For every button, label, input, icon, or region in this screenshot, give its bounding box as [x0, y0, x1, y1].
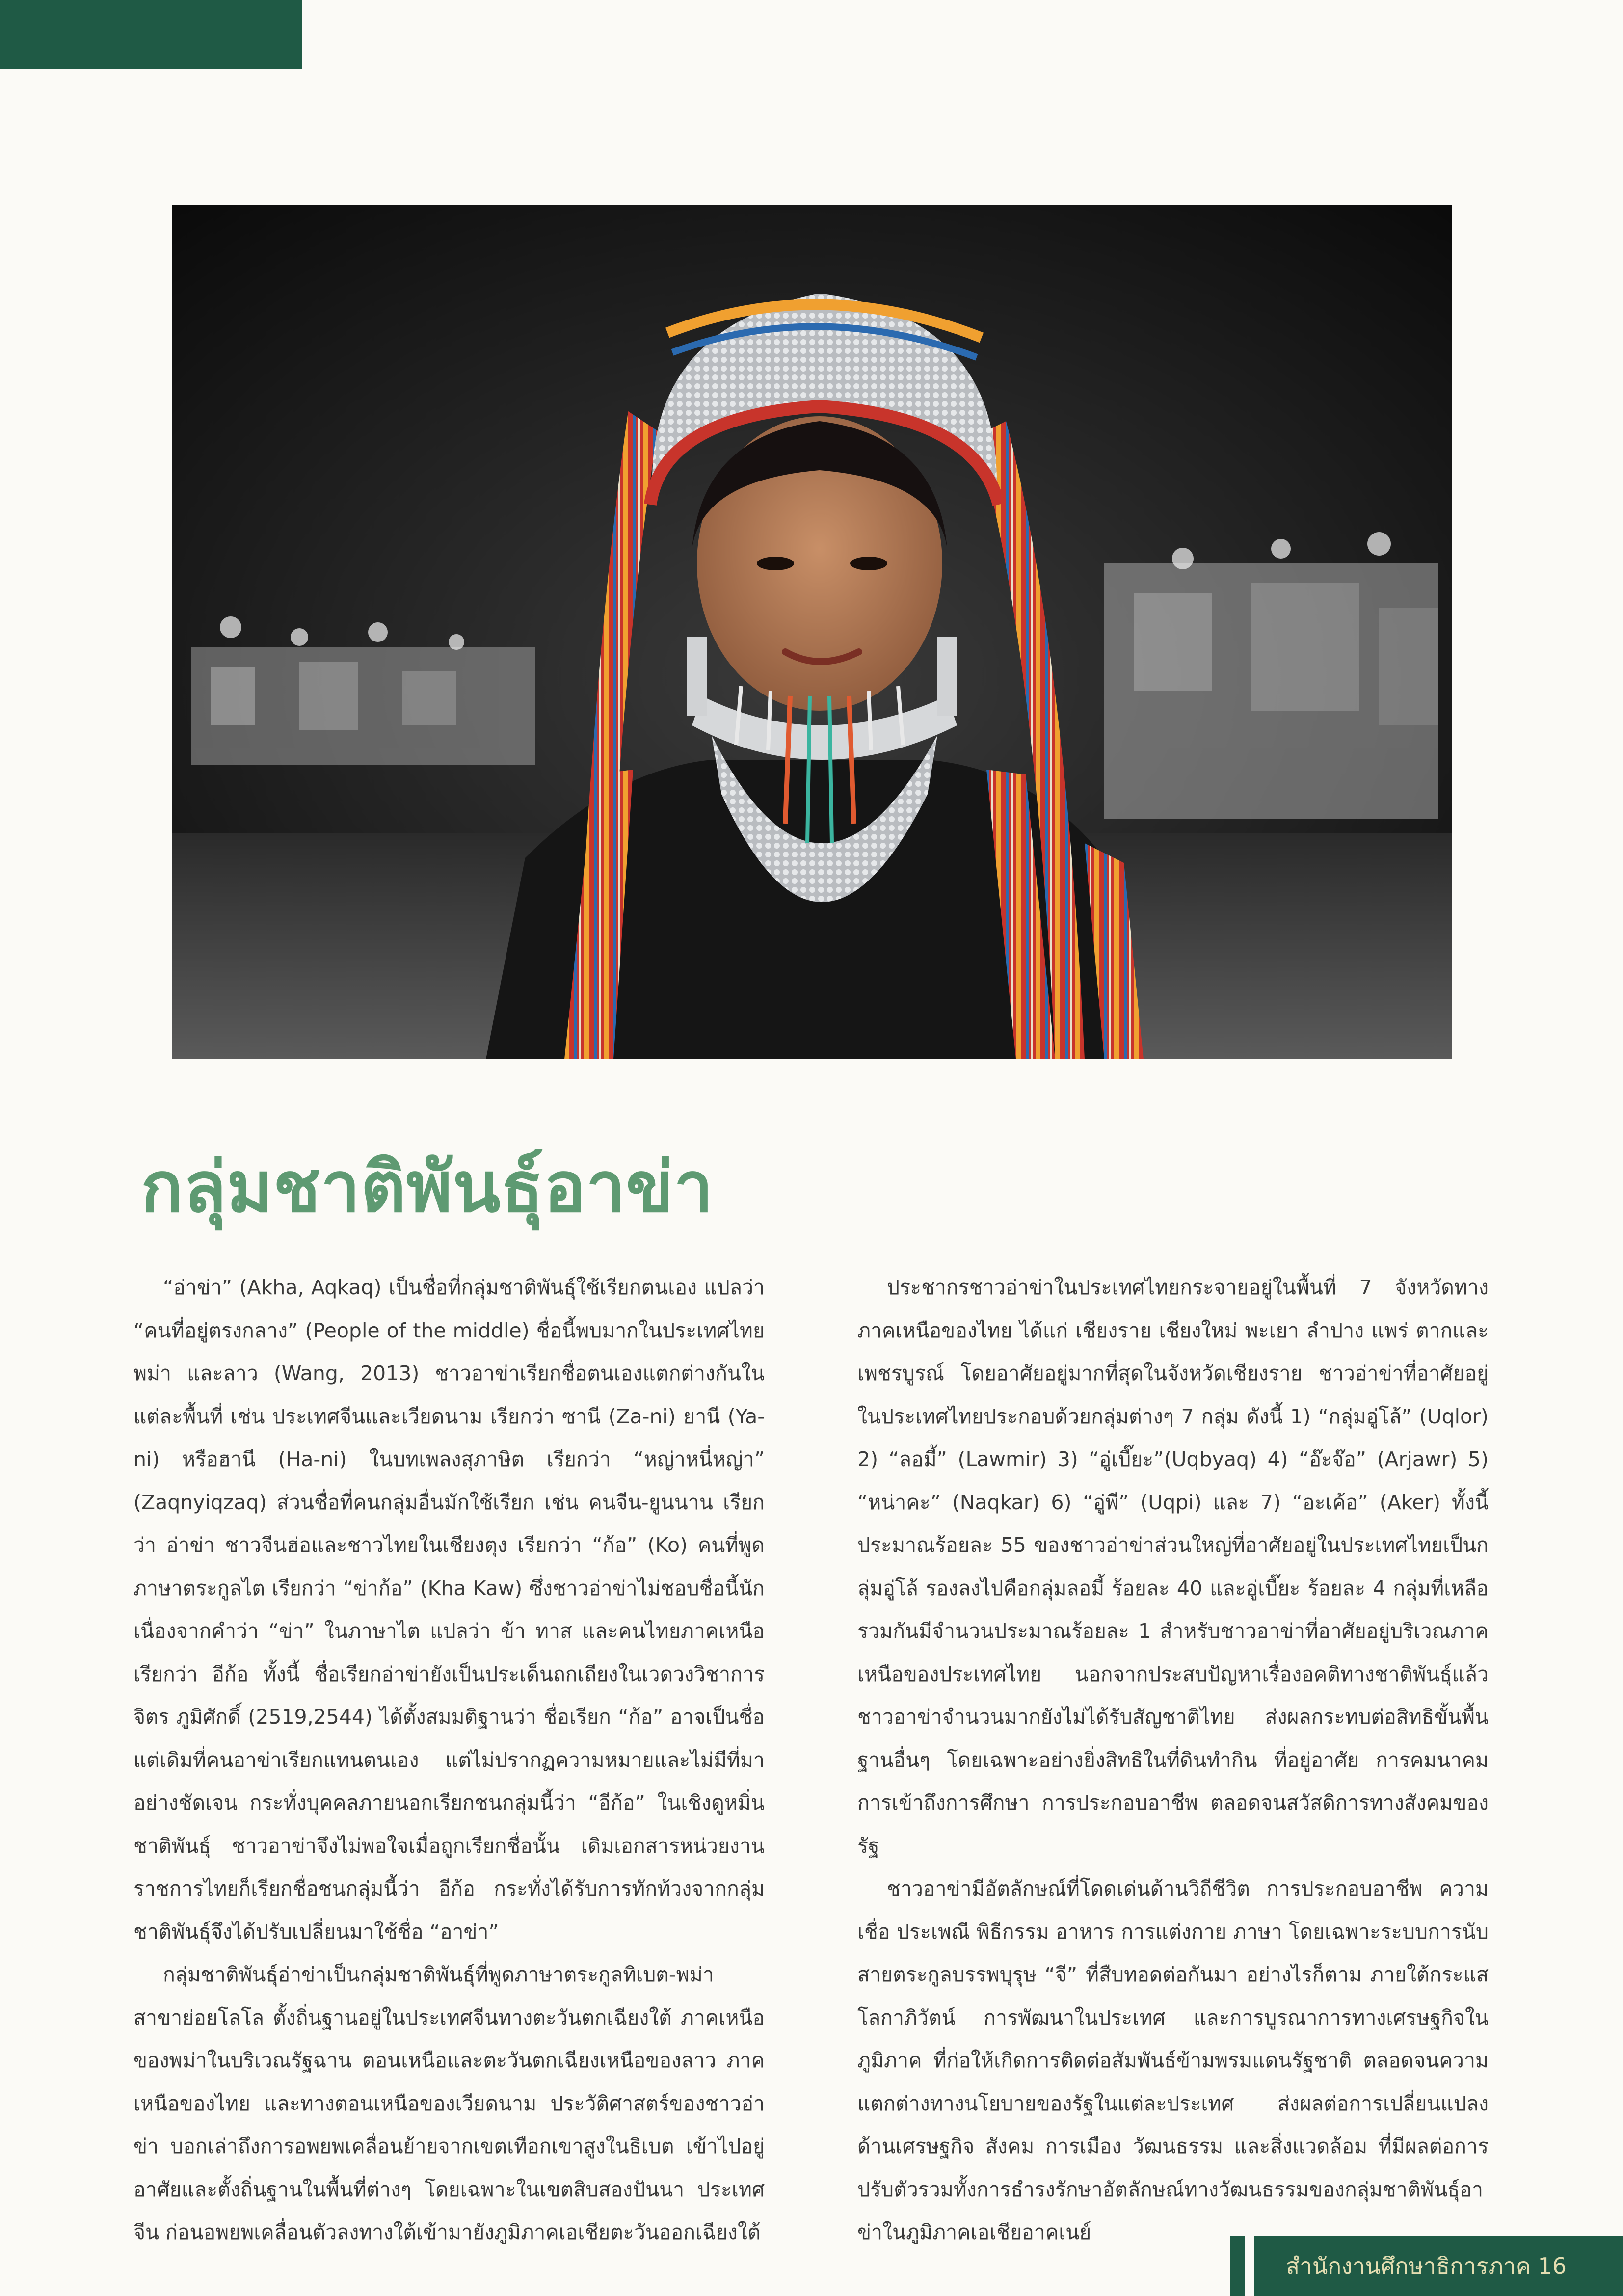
- footer-accent-bar: [1230, 2236, 1245, 2296]
- portrait-photo: [172, 205, 1452, 1059]
- paragraph: ชาวอาข่ามีอัตลักษณ์ที่โดดเด่นด้านวิถีชีวิต การประกอบอาชีพ ความเชื่อ ประเพณี พิธีกรรม อาหาร การแต่งกาย ภาษา โดยเฉพาะระบบการนับสายตระกูลบรรพบุรุษ “จี” ที่สืบทอดต่อกันมา อย่างไรก็ตาม ภายใต้กระแสโลกาภิวัตน์ การพัฒนาในประเทศ และการบูรณาการทางเศรษฐกิจในภูมิภาค ที่ก่อให้เกิดการติดต่อสัมพันธ์ข้ามพรมแดนรัฐชาติ ตลอดจนความแตกต่างทางนโยบายของรัฐในแต่ละประเทศ ส่งผลต่อการเปลี่ยนแปลงด้านเศรษฐกิจ สังคม การเมือง วัฒนธรรม และสิ่งแวดล้อม ที่มีผลต่อการปรับตัวรวมทั้งการธำรงรักษาอัตลักษณ์ทางวัฒนธรรมของกลุ่มชาติพันธุ์อาข่าในภูมิภาคเอเชียอาคเนย์: [857, 1877, 1489, 2244]
- akha-woman-photo-illustration: [172, 205, 1452, 1059]
- page-number: 16: [1538, 2253, 1567, 2279]
- right-text-column: [857, 1266, 1489, 2254]
- page-title: กลุ่มชาติพันธุ์อาข่า: [141, 1147, 714, 1228]
- footer-band: [1254, 2236, 1623, 2296]
- footer-office-name: สำนักงานศึกษาธิการภาค: [1286, 2252, 1531, 2279]
- paragraph: “อ่าข่า” (Akha, Aqkaq) เป็นชื่อที่กลุ่มชาติพันธุ์ใช้เรียกตนเอง แปลว่า “คนที่อยู่ตรงกลาง” (People of the middle) ชื่อนี้พบมากในประเทศไทย พม่า และลาว (Wang, 2013) ชาวอาข่าเรียกชื่อตนเองแตกต่างกันในแต่ละพื้นที่ เช่น ประเทศจีนและเวียดนาม เรียกว่า ซานี (Za-ni) ยานี (Ya-ni) หรือฮานี (Ha-ni) ในบทเพลงสุภาษิต เรียกว่า “หญ่าหนี่หญ่า” (Zaqnyiqzaq) ส่วนชื่อที่คนกลุ่มอื่นมักใช้เรียก เช่น คนจีน-ยูนนาน เรียกว่า อ่าข่า ชาวจีนฮ่อและชาวไทยในเชียงตุง เรียกว่า “ก้อ” (Ko) คนที่พูดภาษาตระกูลไต เรียกว่า “ข่าก้อ” (Kha Kaw) ซึ่งชาวอ่าข่าไม่ชอบชื่อนี้นัก เนื่องจากคำว่า “ข่า” ในภาษาไต แปลว่า ข้า ทาส และคนไทยภาคเหนือ เรียกว่า อีก้อ ทั้งนี้ ชื่อเรียกอ่าข่ายังเป็นประเด็นถกเถียงในเวดวงวิชาการ จิตร ภูมิศักดิ์ (2519,2544) ได้ตั้งสมมติฐานว่า ชื่อเรียก “ก้อ” อาจเป็นชื่อแต่เดิมที่คนอาข่าเรียกแทนตนเอง แต่ไม่ปรากฏความหมายและไม่มีที่มาอย่างชัดเจน กระทั่งบุคคลภายนอกเรียกชนกลุ่มนี้ว่า “อีก้อ” ในเชิงดูหมิ่นชาติพันธุ์ ชาวอาข่าจึงไม่พอใจเมื่อถูกเรียกชื่อนั้น เดิมเอกสารหน่วยงานราชการไทยก็เรียกชื่อชนกลุ่มนี้ว่า อีก้อ กระทั่งได้รับการทักท้วงจากกลุ่มชาติพันธุ์จึงได้ปรับเปลี่ยนมาใช้ชื่อ “อาข่า”: [133, 1276, 765, 1944]
- left-text-column: [133, 1266, 765, 2254]
- top-accent-bar: [0, 0, 302, 69]
- paragraph: ประชากรชาวอ่าข่าในประเทศไทยกระจายอยู่ในพื้นที่ 7 จังหวัดทางภาคเหนือของไทย ได้แก่ เชียงราย เชียงใหม่ พะเยา ลำปาง แพร่ ตากและ เพชรบูรณ์ โดยอาศัยอยู่มากที่สุดในจังหวัดเชียงราย ชาวอ่าข่าที่อาศัยอยู่ในประเทศไทยประกอบด้วยกลุ่มต่างๆ 7 กลุ่ม ดังนี้ 1) “กลุ่มอู่โล้” (Uqlor) 2) “ลอมี้” (Lawmir) 3) “อู่เบี๊ยะ”(Uqbyaq) 4) “อ๊ะจ๊อ” (Arjawr) 5) “หน่าคะ” (Naqkar) 6) “อู่พี” (Uqpi) และ 7) “อะเค้อ” (Aker) ทั้งนี้ ประมาณร้อยละ 55 ของชาวอ่าข่าส่วนใหญ่ที่อาศัยอยู่ในประเทศไทยเป็นกลุ่มอู่โล้ รองลงไปคือกลุ่มลอมี้ ร้อยละ 40 และอู่เบี๊ยะ ร้อยละ 4 กลุ่มที่เหลือรวมกันมีจำนวนประมาณร้อยละ 1 สำหรับชาวอาข่าที่อาศัยอยู่บริเวณภาคเหนือของประเทศไทย นอกจากประสบปัญหาเรื่องอคติทางชาติพันธุ์แล้ว ชาวอาข่าจำนวนมากยังไม่ได้รับสัญชาติไทย ส่งผลกระทบต่อสิทธิขั้นพื้นฐานอื่นๆ โดยเฉพาะอย่างยิ่งสิทธิในที่ดินทำกิน ที่อยู่อาศัย การคมนาคม การเข้าถึงการศึกษา การประกอบอาชีพ ตลอดจนสวัสดิการทางสังคมของรัฐ: [857, 1276, 1489, 1858]
- paragraph: กลุ่มชาติพันธุ์อ่าข่าเป็นกลุ่มชาติพันธุ์ที่พูดภาษาตระกูลทิเบต-พม่า สาขาย่อยโลโล ตั้งถิ่นฐานอยู่ในประเทศจีนทางตะวันตกเฉียงใต้ ภาคเหนือของพม่าในบริเวณรัฐฉาน ตอนเหนือและตะวันตกเฉียงเหนือของลาว ภาคเหนือของไทย และทางตอนเหนือของเวียดนาม ประวัติศาสตร์ของชาวอ่าข่า บอกเล่าถึงการอพยพเคลื่อนย้ายจากเขตเทือกเขาสูงในธิเบต เข้าไปอยู่อาศัยและตั้งถิ่นฐานในพื้นที่ต่างๆ โดยเฉพาะในเขตสิบสองปันนา ประเทศจีน ก่อนอพยพเคลื่อนตัวลงทางใต้เข้ามายังภูมิภาคเอเชียตะวันออกเฉียงใต้: [133, 1963, 765, 2244]
